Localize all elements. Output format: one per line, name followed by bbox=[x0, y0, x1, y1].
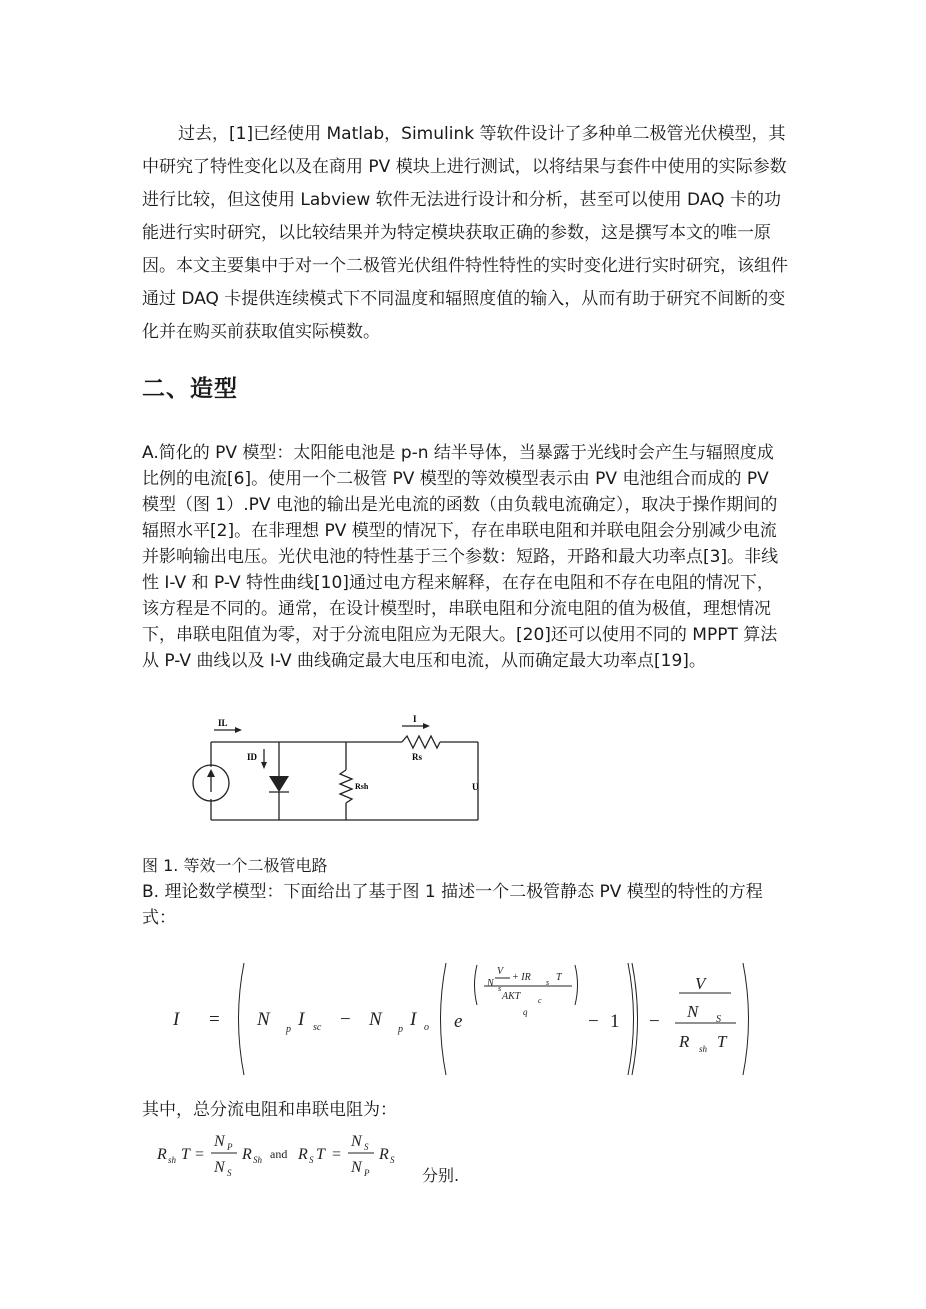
eq-np2-sub: p bbox=[398, 1024, 403, 1035]
eq-np-sub: p bbox=[286, 1024, 291, 1035]
eq-minus-2: − bbox=[588, 1011, 599, 1032]
label-id: ID bbox=[247, 752, 258, 762]
eq-rsh-sub: sh bbox=[699, 1044, 708, 1054]
ns2-n: N bbox=[351, 1133, 362, 1150]
label-i: I bbox=[413, 714, 417, 724]
ns-sub: S bbox=[227, 1168, 232, 1178]
ns2-sub: S bbox=[364, 1142, 369, 1152]
eq-exp-c: c bbox=[538, 996, 542, 1005]
rs2-r: R bbox=[379, 1146, 389, 1163]
np-sub: P bbox=[227, 1142, 233, 1152]
label-u: U bbox=[472, 782, 479, 792]
resistance-equation bbox=[155, 1128, 415, 1188]
r-and: and bbox=[270, 1147, 288, 1161]
eq-isc-i: I bbox=[298, 1009, 305, 1030]
eq-exp-e: e bbox=[454, 1011, 463, 1032]
eq-exp-ns-sub: s bbox=[498, 984, 502, 993]
np2-n: N bbox=[351, 1159, 362, 1176]
rsh2-r: R bbox=[242, 1146, 252, 1163]
rs-r: R bbox=[298, 1146, 308, 1163]
main-equation bbox=[165, 955, 765, 1085]
section-heading: 二、造型 bbox=[142, 376, 238, 402]
label-rs: Rs bbox=[412, 752, 423, 762]
figure-1-circuit bbox=[172, 712, 502, 832]
figure-1-caption: 图 1. 等效一个二极管电路 bbox=[142, 856, 328, 875]
intro-paragraph: 过去，[1]已经使用 Matlab，Simulink 等软件设计了多种单二极管光伏模型，其中研究了特性变化以及在商用 PV 模块上进行测试，以将结果与套件中使用的实际参数进行比较，但这使用 Labview 软件无法进行设计和分析，甚至可以使用 DAQ 卡的功能进行实时研究，以比较结果并为特定模块获取正确的参数，这是撰写本文的唯一原因。本文主要集中于对一个二极管光伏组件特性特性的实时变化进行实时研究，该组件通过 DAQ 卡提供连续模式下不同温度和辐照度值的输入，从而有助于研究不间断的变化并在购买前获取值实际模数。 bbox=[142, 124, 788, 342]
eq-exp-s: s bbox=[546, 978, 550, 987]
label-il: IL bbox=[218, 718, 228, 728]
eq-io-i: I bbox=[410, 1009, 417, 1030]
eq-isc-sub: sc bbox=[313, 1022, 322, 1033]
np-n: N bbox=[214, 1133, 225, 1150]
eq-minus-1: − bbox=[340, 1009, 351, 1030]
section-b-paragraph: B. 理论数学模型：下面给出了基于图 1 描述一个二极管静态 PV 模型的特性的方程式： bbox=[142, 882, 763, 928]
eq-exp-t: T bbox=[556, 972, 562, 983]
eq-equals: = bbox=[209, 1009, 220, 1030]
eq-rsh-r: R bbox=[679, 1032, 690, 1051]
r-eq-2: = bbox=[332, 1146, 342, 1163]
np2-sub: P bbox=[364, 1168, 370, 1178]
eq-exp-q: q bbox=[523, 1007, 528, 1017]
eq-np-n: N bbox=[257, 1009, 270, 1030]
r-eq-1: = bbox=[195, 1146, 205, 1163]
label-rsh: Rsh bbox=[355, 782, 369, 791]
rs-t: T bbox=[316, 1146, 325, 1163]
eq-io-sub: o bbox=[424, 1022, 429, 1033]
eq-ns-n: N bbox=[687, 1002, 699, 1021]
eq-lhs-i: I bbox=[173, 1009, 180, 1030]
rsh2-sub: Sh bbox=[253, 1155, 262, 1165]
eq-minus-3: − bbox=[649, 1011, 660, 1032]
rsh-t: T bbox=[181, 1146, 190, 1163]
eq-exp-v: V bbox=[497, 966, 504, 977]
eq-exp-plus-ir: + IR bbox=[512, 972, 531, 983]
eq-exp-ns-n: N bbox=[487, 978, 494, 989]
where-text: 其中，总分流电阻和串联电阻为： bbox=[142, 1100, 397, 1120]
ns-n: N bbox=[214, 1159, 225, 1176]
eq-ns-sub: S bbox=[716, 1014, 721, 1025]
eq-rsh-t: T bbox=[717, 1032, 727, 1051]
section-a-paragraph: A.简化的 PV 模型：太阳能电池是 p-n 结半导体，当暴露于光线时会产生与辐照度成比例的电流[6]。使用一个二极管 PV 模型的等效模型表示由 PV 电池组合而成的 PV 模型（图 1）.PV 电池的输出是光电流的函数（由负载电流确定），取决于操作期间的辐照水平[2]。在非理想 PV 模型的情况下，存在串联电阻和并联电阻会分别减少电流并影响输出电压。光伏电池的特性基于三个参数：短路，开路和最大功率点[3]。非线性 I-V 和 P-V 特性曲线[10]通过电方程来解释，在存在电阻和不存在电阻的情况下，该方程是不同的。通常，在设计模型时，串联电阻和分流电阻的值为极值，理想情况下，串联电阻值为零，对于分流电阻应为无限大。[20]还可以使用不同的 MPPT 算法从 P-V 曲线以及 I-V 曲线确定最大电压和电流，从而确定最大功率点[19]。 bbox=[142, 443, 779, 671]
rsh-r: R bbox=[157, 1146, 167, 1163]
rs2-sub: S bbox=[390, 1155, 395, 1165]
eq-v: V bbox=[695, 974, 706, 993]
rsh-sub: sh bbox=[168, 1155, 177, 1165]
eq-np2-n: N bbox=[369, 1009, 382, 1030]
rs-sub: S bbox=[309, 1155, 314, 1165]
after-equation-text: 分别. bbox=[422, 1166, 460, 1185]
eq-exp-akt: AKT bbox=[502, 991, 521, 1002]
eq-one: 1 bbox=[610, 1011, 620, 1032]
